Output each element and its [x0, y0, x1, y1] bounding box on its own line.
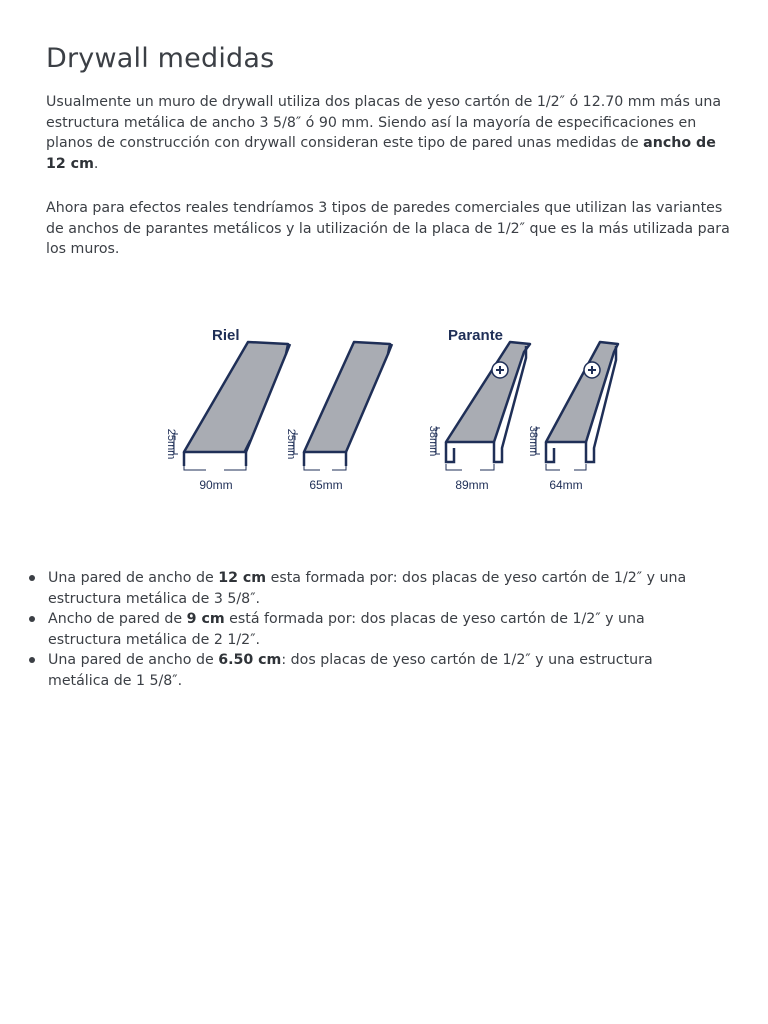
bullet-text: Ancho de pared de [48, 611, 187, 627]
intro-end: . [93, 155, 99, 172]
width-label-parante-64: 64mm [549, 478, 583, 492]
height-label-parante-64: 38mm [527, 425, 539, 457]
bullet-bold: 6.50 cm [218, 652, 282, 668]
bullet-text: Una pared de ancho de [48, 570, 219, 586]
profiles-diagram [128, 282, 644, 550]
width-label-riel-65: 65mm [309, 478, 343, 492]
height-label-riel-65: 25mm [285, 428, 297, 460]
bullet-text: está formada por: dos placas de yeso cartón de 1/2″ y una estructura metálica de 2 1/2″. [48, 611, 645, 648]
intro-paragraph [46, 92, 730, 174]
bullet-text: : dos placas de yeso cartón de 1/2″ y una estructura metálica de 1 5/8″. [48, 652, 653, 689]
intro-text: Usualmente un muro de drywall utiliza dos placas de yeso cartón de 1/2″ ó 12.70 mm más una estructura metálica de ancho 3 5/8″ ó 90 mm. Siendo así la mayoría de especificaciones en planos de construcción con drywall consideran este tipo de pared unas medidas de [46, 94, 722, 151]
cross-hole-icon [492, 362, 508, 378]
height-label-parante-89: 38mm [427, 425, 439, 457]
intro-bold: ancho de 12 cm [46, 135, 716, 172]
width-label-parante-89: 89mm [455, 478, 489, 492]
wall-types-list [48, 568, 688, 691]
height-label-riel-90: 25mm [165, 428, 177, 460]
group-label-riel: Riel [212, 327, 240, 344]
bullet-text: Una pared de ancho de [48, 652, 219, 668]
second-paragraph: Ahora para efectos reales tendríamos 3 tipos de paredes comerciales que utilizan las variantes de anchos de parantes metálicos y la utilización de la placa de 1/2″ que es la más utilizada para los muros. [46, 200, 730, 257]
profiles-figure [128, 282, 644, 550]
bullet-bold: 9 cm [186, 611, 225, 627]
list-item [48, 609, 688, 650]
cross-hole-icon [584, 362, 600, 378]
bullet-icon [29, 657, 35, 663]
group-label-parante: Parante [448, 327, 504, 344]
bullet-bold: 12 cm [218, 570, 267, 586]
bullet-icon [29, 616, 35, 622]
list-item [48, 568, 688, 609]
bullet-icon [29, 575, 35, 581]
width-label-riel-90: 90mm [199, 478, 233, 492]
bullet-text: esta formada por: dos placas de yeso cartón de 1/2″ y una estructura metálica de 3 5/8″. [48, 570, 687, 607]
list-item [48, 650, 688, 691]
page-title: Drywall medidas [46, 43, 275, 74]
